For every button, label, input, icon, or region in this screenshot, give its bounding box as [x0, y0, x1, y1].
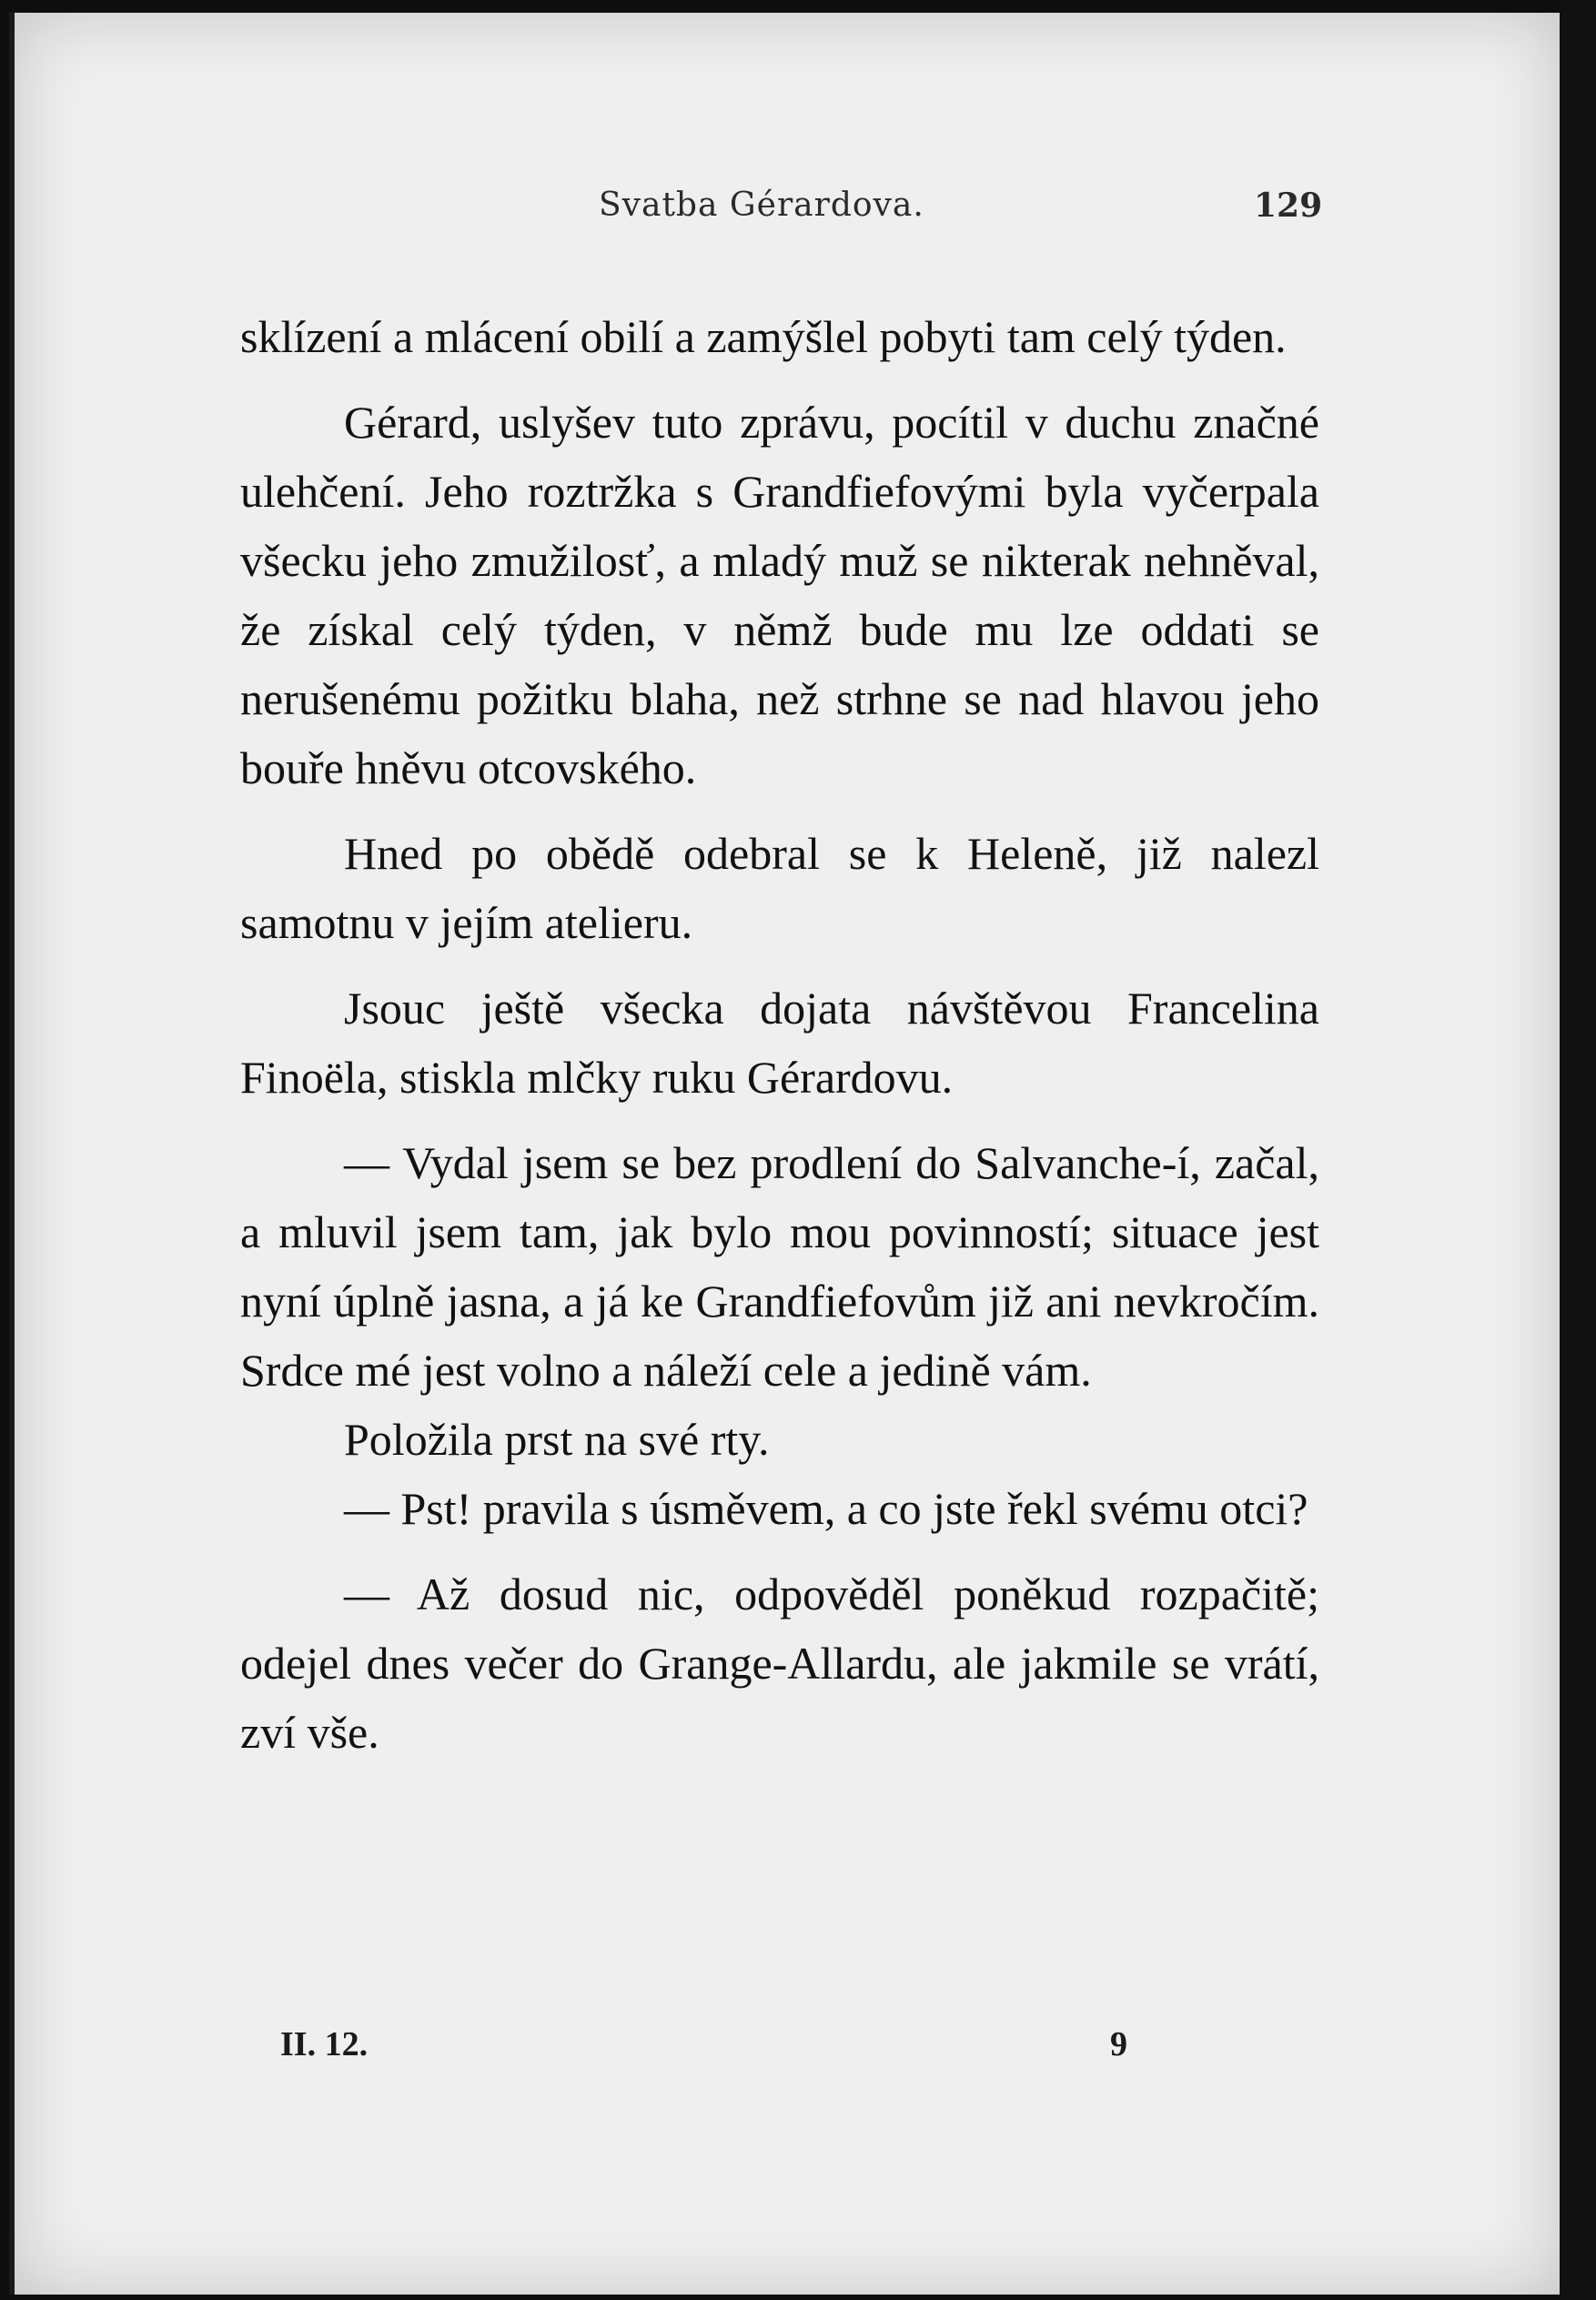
paragraph-7: — Pst! pravila s úsměvem, a co jste řekl svému otci?	[344, 1483, 1308, 1534]
printer-signature: II. 12.	[280, 2025, 369, 2063]
sheet-number: 9	[1110, 2025, 1127, 2063]
paragraph-3: Hned po obědě odebral se k Heleně, již nalezl samotnu v jejím atelieru.	[240, 828, 1319, 948]
page-number: 129	[1254, 187, 1323, 225]
paragraph-1: sklízení a mlácení obilí a zamýšlel pobyti tam celý týden.	[240, 311, 1287, 362]
page-edge	[1560, 0, 1596, 2300]
paragraph-6: Položila prst na své rty.	[344, 1414, 770, 1465]
paragraph-8: — Až dosud nic, odpověděl poněkud rozpačitě; odejel dnes večer do Grange-Allardu, ale jakmile se vrátí, zví vše.	[240, 1569, 1319, 1758]
body-text	[240, 302, 1319, 1783]
chapter-title: Svatba Gérardova.	[599, 187, 924, 224]
paragraph-4: Jsouc ještě všecka dojata návštěvou Francelina Finoëla, stiskla mlčky ruku Gérardovu.	[240, 983, 1319, 1103]
page-footer	[0, 2024, 1596, 2079]
running-head	[0, 187, 1596, 241]
paragraph-2: Gérard, uslyšev tuto zprávu, pocítil v duchu značné ulehčení. Jeho roztržka s Grandfiefovými byla vyčerpala všecku jeho zmužilosť, a mladý muž se nikterak nehněval, že získal celý týden, v němž bude mu lze oddati se nerušenému požitku blaha, než strhne se nad hlavou jeho bouře hněvu otcovského.	[240, 397, 1319, 793]
paragraph-5: — Vydal jsem se bez prodlení do Salvanche-í, začal, a mluvil jsem tam, jak bylo mou povinností; situace jest nyní úplně jasna, a já ke Grandfiefovům již ani nevkročím. Srdce mé jest volno a náleží cele a jedině vám.	[240, 1137, 1319, 1396]
